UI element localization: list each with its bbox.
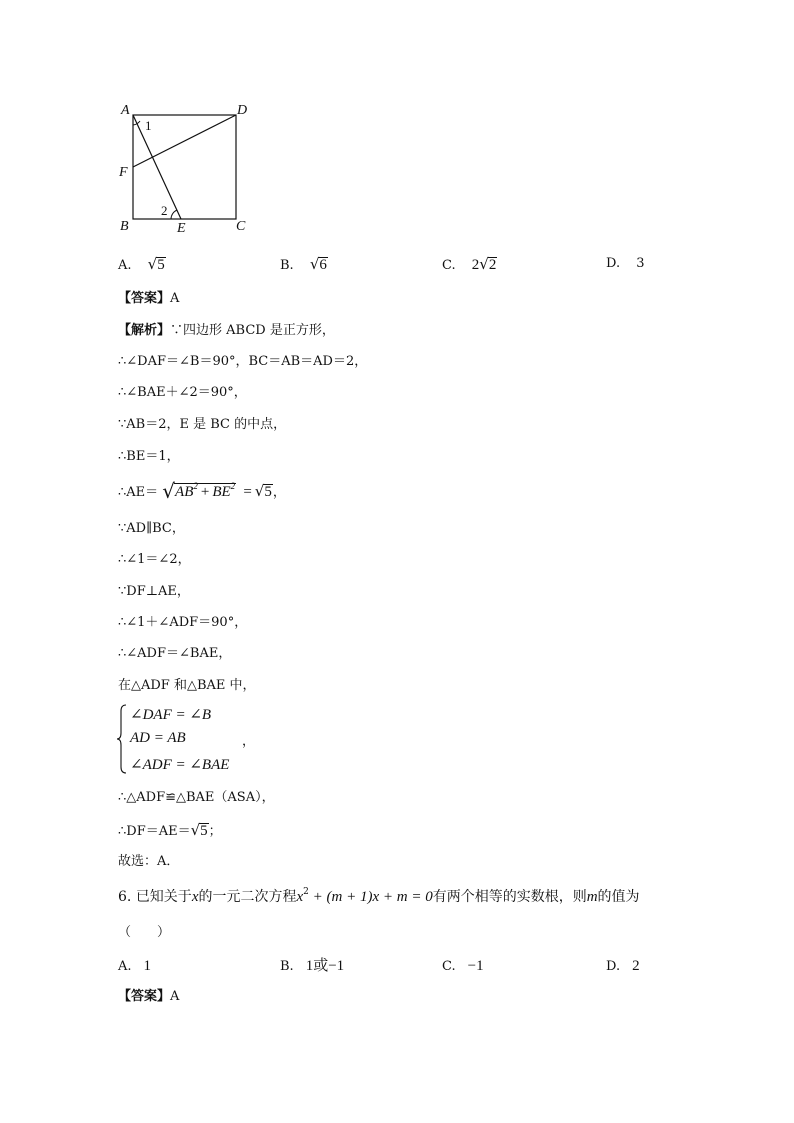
q5-analysis-line-1 xyxy=(118,322,335,340)
label-c: C xyxy=(236,219,246,234)
label-f: F xyxy=(119,165,128,180)
answer-value: A xyxy=(170,989,180,1004)
ae-result: 5 xyxy=(264,484,272,500)
q5-df-line: ∴DF＝AE＝√5； xyxy=(118,821,222,839)
q5-analysis-line-2: ∴∠DAF＝∠B＝90°，BC＝AB＝AD＝2， xyxy=(118,354,368,369)
option-value: 5 xyxy=(157,257,165,273)
option-key: A. xyxy=(118,258,132,273)
q6-stem-d: 的值为 xyxy=(597,889,640,905)
label-d: D xyxy=(237,103,248,118)
option-value: 3 xyxy=(636,256,645,271)
option-key: B. xyxy=(280,959,294,974)
label-angle-2: 2 xyxy=(161,203,168,218)
option-value: 2 xyxy=(488,257,497,273)
q6-option-c[interactable] xyxy=(442,957,484,976)
q5-analysis-line-6: ∵AD∥BC， xyxy=(118,521,185,536)
label-angle-1: 1 xyxy=(145,118,152,133)
q6-stem-c: 有两个相等的实数根，则 xyxy=(432,889,587,905)
q6-option-d[interactable] xyxy=(606,957,640,976)
q5-analysis-line-5: ∴BE＝1， xyxy=(118,449,180,464)
q6-option-b[interactable] xyxy=(280,957,344,976)
answer-tag: 【答案】 xyxy=(118,989,171,1004)
q5-option-d[interactable] xyxy=(606,255,645,273)
q5-analysis-line-7: ∴∠1＝∠2， xyxy=(118,552,191,567)
answer-tag: 【答案】 xyxy=(118,291,171,306)
q5-choose-line: 故选：A． xyxy=(118,854,180,869)
q5-analysis-line-10: ∴∠ADF＝∠BAE， xyxy=(118,646,232,661)
system-suffix: ， xyxy=(242,734,256,749)
ae-plus: + xyxy=(200,484,210,500)
answer-value: A xyxy=(170,291,180,306)
analysis-tag: 【解析】 xyxy=(118,323,171,338)
q5-analysis-line-9: ∴∠1＋∠ADF＝90°， xyxy=(118,615,248,630)
q5-congruent-line: ∴△ADF≌△BAE（ASA）， xyxy=(118,790,275,805)
ae-formula-line: ∴AE＝ $√AB^2 + BE^2 = √5$， xyxy=(118,479,286,503)
q6-eq-x: x xyxy=(296,889,304,905)
ae-prefix: ∴AE＝ xyxy=(118,485,159,500)
q6-paren: （ ） xyxy=(118,925,171,940)
option-key: A. xyxy=(118,959,132,974)
q5-answer xyxy=(118,290,179,308)
ae-ab: AB xyxy=(175,484,194,500)
option-key: D. xyxy=(606,256,621,271)
option-value: 1 xyxy=(143,958,152,974)
option-value: −1 xyxy=(467,958,484,974)
system-eq-2: AD = AB xyxy=(130,730,186,746)
left-brace xyxy=(116,703,128,775)
label-b: B xyxy=(120,219,129,234)
label-e: E xyxy=(177,221,186,236)
option-key: D. xyxy=(606,959,621,974)
q6-stem xyxy=(118,888,640,906)
df-value: 5 xyxy=(200,823,208,839)
option-key: C. xyxy=(442,959,456,974)
ae-exp-2: 2 xyxy=(230,481,236,491)
option-value: 2 xyxy=(632,958,640,974)
ae-be: BE xyxy=(212,484,231,500)
system-eq-3: ∠ADF = ∠BAE xyxy=(130,757,230,773)
label-a: A xyxy=(121,103,130,118)
q5-analysis-line-4: ∵AB＝2，E 是 BC 的中点， xyxy=(118,417,287,432)
equation-system xyxy=(116,703,316,775)
q5-analysis-line-11: 在△ADF 和△BAE 中， xyxy=(118,678,256,693)
q5-option-c[interactable]: C. 2√2 xyxy=(442,255,497,273)
q6-number: 6. xyxy=(118,889,132,905)
q6-var-x: x xyxy=(191,889,199,905)
ae-equals: = xyxy=(243,484,252,500)
q5-option-b[interactable]: B. √6 xyxy=(280,255,327,273)
option-value: 6 xyxy=(319,257,327,273)
option-key: C. xyxy=(442,258,456,273)
analysis-text: ∵四边形 ABCD 是正方形， xyxy=(170,323,335,338)
q6-stem-b: 的一元二次方程 xyxy=(198,889,297,905)
q6-eq-exp: 2 xyxy=(303,887,309,897)
angle-2-arc xyxy=(171,210,177,219)
option-key: B. xyxy=(280,258,294,273)
q6-stem-a: 已知关于 xyxy=(135,889,192,905)
q5-analysis-line-8: ∵DF⊥AE， xyxy=(118,584,190,599)
q6-option-a[interactable] xyxy=(118,957,151,976)
q6-eq-rest: + (m + 1)x + m = 0 xyxy=(308,889,433,905)
ae-exp-1: 2 xyxy=(193,481,198,491)
q5-option-a[interactable]: A. √5 xyxy=(118,255,165,273)
option-coef: 2 xyxy=(471,257,480,273)
q5-analysis-line-3: ∴∠BAE＋∠2＝90°， xyxy=(118,385,247,400)
system-eq-1: ∠DAF = ∠B xyxy=(130,707,212,723)
option-value: 1或−1 xyxy=(305,958,345,974)
df-prefix: ∴DF＝AE＝ xyxy=(118,824,191,839)
df-suffix: ； xyxy=(208,824,222,839)
q6-var-m: m xyxy=(586,889,598,905)
segment-ae xyxy=(133,115,181,219)
q6-answer xyxy=(118,988,179,1006)
geometry-figure xyxy=(110,98,280,238)
ae-suffix: ， xyxy=(272,485,286,500)
